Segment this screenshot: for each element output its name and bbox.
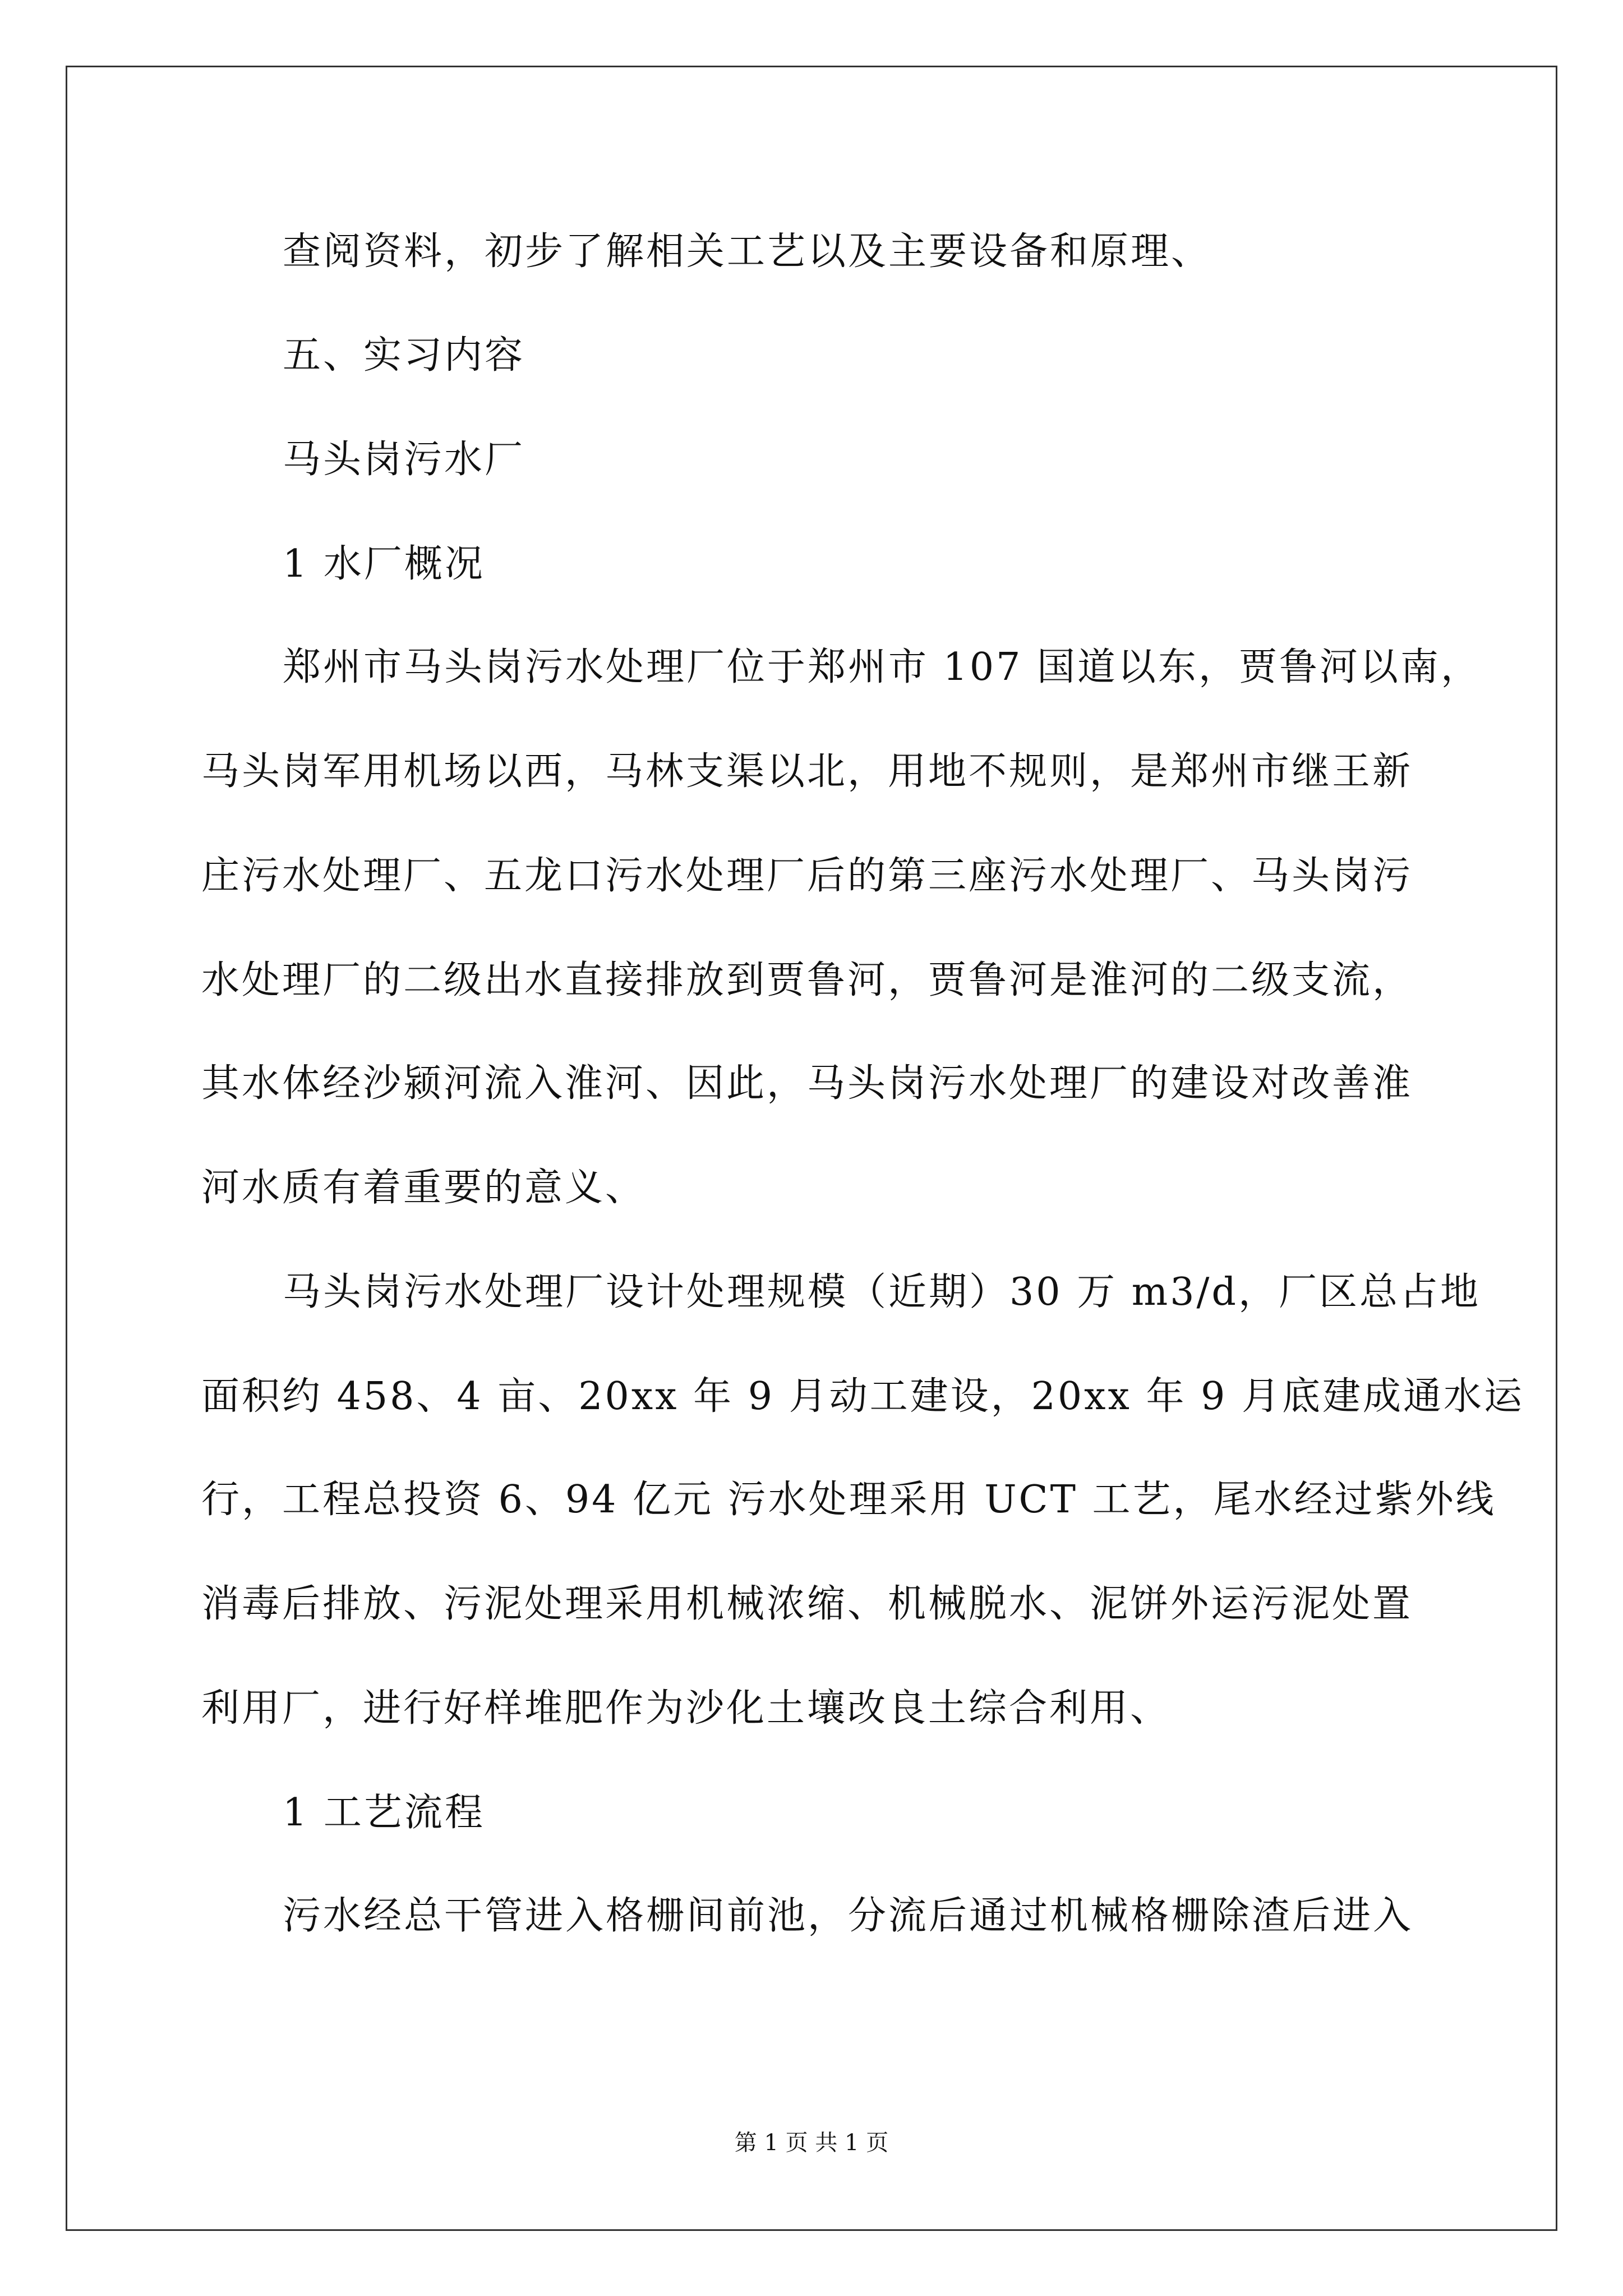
text-line: 其水体经沙颍河流入淮河、因此，马头岗污水处理厂的建设对改善淮 — [201, 1061, 1413, 1106]
text-line: 河水质有着重要的意义、 — [201, 1166, 646, 1210]
text-line: 水处理厂的二级出水直接排放到贾鲁河，贾鲁河是淮河的二级支流， — [201, 958, 1413, 1002]
text-line: 消毒后排放、污泥处理采用机械浓缩、机械脱水、泥饼外运污泥处置 — [201, 1582, 1413, 1626]
text-line: 郑州市马头岗污水处理厂位于郑州市 107 国道以东，贾鲁河以南， — [283, 645, 1482, 689]
page-footer: 第 1 页 共 1 页 — [734, 2130, 889, 2156]
section-heading: 五、实习内容 — [283, 333, 525, 378]
text-line: 行，工程总投资 6、94 亿元 污水处理采用 UCT 工艺，尾水经过紫外线 — [201, 1478, 1496, 1522]
text-line: 利用厂，进行好样堆肥作为沙化土壤改良土综合利用、 — [201, 1686, 1171, 1731]
text-line: 庄污水处理厂、五龙口污水处理厂后的第三座污水处理厂、马头岗污 — [201, 854, 1413, 898]
text-line: 污水经总干管进入格栅间前池，分流后通过机械格栅除渣后进入 — [283, 1894, 1414, 1938]
text-line: 面积约 458、4 亩、20xx 年 9 月动工建设，20xx 年 9 月底建成通水运 — [201, 1374, 1524, 1419]
subheading: 1 水厂概况 — [283, 542, 485, 586]
text-line: 马头岗污水处理厂设计处理规模（近期）30 万 m3/d，厂区总占地 — [283, 1270, 1481, 1314]
text-line: 查阅资料，初步了解相关工艺以及主要设备和原理、 — [283, 229, 1212, 274]
text-line: 马头岗军用机场以西，马林支渠以北，用地不规则，是郑州市继王新 — [201, 749, 1413, 794]
subheading: 1 工艺流程 — [283, 1791, 485, 1835]
subheading: 马头岗污水厂 — [283, 438, 525, 482]
